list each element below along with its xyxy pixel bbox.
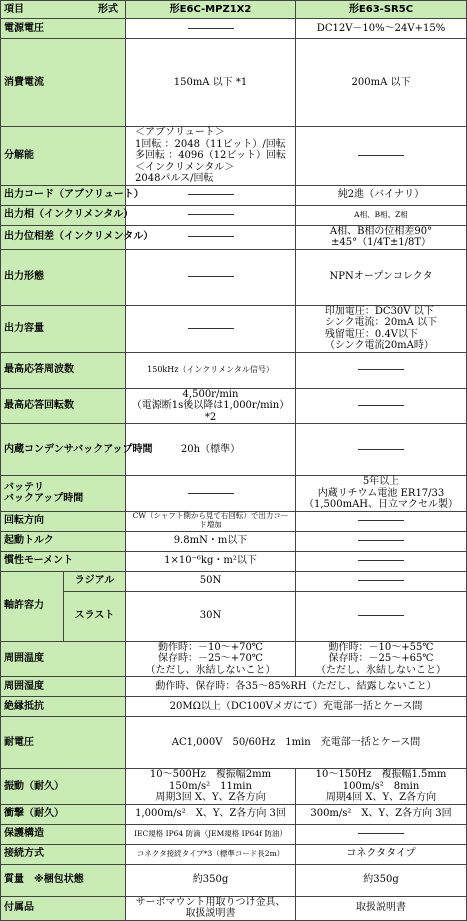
spec-row — [1, 305, 467, 352]
row-label: 内蔵コンデンサバックアップ時間 — [1, 424, 126, 476]
model-a-value-cell — [126, 205, 296, 225]
value-line: シンク電流：20mA 以下 — [324, 317, 438, 328]
value-line: 4,500r/min — [182, 388, 239, 400]
model-a-value-cell: コネクタ接続タイプ*3（標準コード長2m） — [126, 844, 296, 864]
model-b-value-cell — [296, 388, 467, 424]
value-line: ＜インクリメンタル＞ — [135, 161, 235, 173]
model-a-value-cell — [126, 305, 296, 352]
spec-row — [1, 185, 467, 205]
header-model-b: 形E63-SR5C — [296, 1, 467, 19]
spec-row — [1, 896, 467, 920]
model-b-value-cell: A相、B相、Z相 — [296, 205, 467, 225]
model-a-value-cell — [126, 896, 296, 920]
row-sublabel: ラジアル — [64, 571, 126, 591]
spec-row — [1, 864, 467, 896]
value-line: （電源断1s後以降は1,000r/min）*2 — [131, 400, 290, 423]
model-b-value-cell — [296, 824, 467, 844]
value-line: 周期4回 X、Y、Z各方向 — [325, 792, 437, 803]
spec-row — [1, 249, 467, 305]
not-applicable-dash — [188, 276, 234, 277]
row-label: 起動トルク — [1, 531, 126, 551]
value-line: 動作時：－10～+70℃ — [157, 641, 263, 653]
header-item-cell — [1, 1, 126, 19]
row-label: 振動（耐久） — [1, 769, 126, 805]
value-line: 多回転 ：4096（12ビット）回転 — [135, 150, 286, 161]
spec-row — [1, 844, 467, 864]
value-line: （1,500mAH、日立マクセル製） — [303, 499, 459, 510]
not-applicable-dash — [188, 28, 234, 29]
model-b-value-cell — [296, 352, 467, 388]
not-applicable-dash — [358, 833, 404, 834]
row-label: 消費電流 — [1, 39, 126, 127]
header-model-label: 形式 — [98, 3, 118, 15]
spec-row — [1, 352, 467, 388]
model-a-value-cell: 30N — [126, 591, 296, 641]
model-b-value-cell — [296, 551, 467, 571]
model-a-value-cell-lines — [136, 897, 286, 920]
model-b-value-cell: DC12V－10%～24V+15% — [296, 19, 467, 39]
model-b-value-cell-lines — [316, 642, 446, 677]
row-label: 慣性モーメント — [1, 551, 126, 571]
spec-row — [1, 225, 467, 249]
not-applicable-dash — [188, 236, 234, 237]
model-a-value-cell — [126, 476, 296, 512]
not-applicable-dash — [188, 328, 234, 329]
model-b-value-cell: 300m/s² X、Y、Z各方向 3回 — [296, 804, 467, 824]
value-line: 周期3回 X、Y、Z各方向 — [155, 792, 266, 803]
row-label: 保護構造 — [1, 824, 126, 844]
spec-row — [1, 531, 467, 551]
header-model-a: 形E6C-MPZ1X2 — [126, 1, 296, 19]
row-label: 分解能 — [1, 127, 126, 186]
model-b-value-cell — [296, 591, 467, 641]
spec-row — [1, 511, 467, 531]
value-line: ＜アブソリュート＞ — [135, 127, 225, 138]
row-label: 周囲温度 — [1, 641, 126, 677]
model-a-value-cell: 1,000m/s² X、Y、Z各方向 3回 — [126, 804, 296, 824]
not-applicable-dash — [358, 520, 404, 521]
value-line: 内蔵リチウム電池 ER17/33 — [317, 487, 445, 499]
row-label: 最高応答回転数 — [1, 388, 126, 424]
model-a-value-cell: 20h（標準） — [126, 424, 296, 476]
not-applicable-dash — [188, 493, 234, 494]
spec-row — [1, 717, 467, 769]
model-b-value-cell — [296, 127, 467, 186]
spec-row — [1, 476, 467, 512]
model-a-value-cell — [126, 127, 296, 186]
not-applicable-dash — [358, 369, 404, 370]
value-line: 5年以上 — [362, 476, 400, 487]
value-line: 2048パルス/回転 — [135, 173, 214, 184]
row-sublabel: スラスト — [64, 591, 126, 641]
not-applicable-dash — [358, 449, 404, 450]
model-b-value-cell — [296, 531, 467, 551]
value-line: 1回転 ：2048（11ビット）/回転 — [135, 138, 286, 150]
value-line: 150m/s² 11min — [169, 780, 252, 792]
row-label-line: バッテリ — [4, 481, 44, 493]
model-b-value-cell: コネクタタイプ — [296, 844, 467, 864]
model-a-value-cell: 9.8mN・m以下 — [126, 531, 296, 551]
row-label: 質量 ※梱包状態 — [1, 864, 126, 896]
spec-row — [1, 424, 467, 476]
model-b-value-cell — [296, 424, 467, 476]
row-label: 衝撃（耐久） — [1, 804, 126, 824]
spanning-value-cell: 動作時、保存時：各35～85%RH（ただし、結露しないこと） — [126, 677, 467, 697]
spec-row — [1, 697, 467, 717]
spec-row — [1, 19, 467, 39]
value-line: 取扱説明書 — [185, 908, 236, 919]
value-line: 残留電圧：0.4V以下 — [324, 328, 419, 340]
spec-row — [1, 804, 467, 824]
value-line: （シンク電流20mA時） — [324, 340, 434, 351]
not-applicable-dash — [188, 194, 234, 195]
model-a-value-cell — [126, 185, 296, 205]
model-b-value-cell: NPNオープンコレクタ — [296, 249, 467, 305]
row-label: 出力容量 — [1, 305, 126, 352]
not-applicable-dash — [358, 615, 404, 616]
model-a-value-cell: CW（シャフト側から見て右回転）で出力コード増加 — [126, 511, 296, 531]
row-label: 出力形態 — [1, 249, 126, 305]
value-line: （ただし、氷結しないこと） — [145, 664, 276, 676]
spec-row — [1, 205, 467, 225]
model-b-value-cell — [296, 571, 467, 591]
model-b-value-cell: 純2進（バイナリ） — [296, 185, 467, 205]
row-label: 出力位相差（インクリメンタル） — [1, 225, 126, 249]
model-a-value-cell-lines — [150, 769, 271, 804]
model-a-value-cell: 1×10⁻⁶kg・m²以下 — [126, 551, 296, 571]
row-label — [1, 476, 126, 512]
value-line: （ただし、氷結しないこと） — [316, 664, 446, 676]
spec-row — [1, 388, 467, 424]
model-b-value-cell-lines — [316, 769, 447, 804]
row-label: 最高応答周波数 — [1, 352, 126, 388]
model-a-value-cell-lines — [146, 642, 276, 677]
row-label: 耐電圧 — [1, 717, 126, 769]
spec-row — [1, 641, 467, 677]
header-row — [1, 1, 467, 19]
row-label: 絶縁抵抗 — [1, 697, 126, 717]
model-a-value-cell-lines — [129, 389, 292, 424]
row-label: 付属品 — [1, 896, 126, 920]
spec-row — [1, 591, 467, 641]
row-label: 接続方式 — [1, 844, 126, 864]
value-line: 印加電圧：DC30V 以下 — [324, 305, 434, 317]
model-b-value-cell-lines — [325, 306, 437, 352]
model-a-value-cell — [126, 19, 296, 39]
value-line: 10～500Hz 複振幅2mm — [149, 769, 272, 780]
model-a-value-cell: IEC規格 IP64 防滴（JEM規格 IP64f 防油） — [126, 824, 296, 844]
not-applicable-dash — [188, 214, 234, 215]
model-a-value-cell — [126, 641, 296, 677]
model-b-value-cell — [296, 511, 467, 531]
row-label: 電源電圧 — [1, 19, 126, 39]
model-a-value-cell — [126, 769, 296, 805]
spanning-value-cell: AC1,000V 50/60Hz 1min 充電部一括とケース間 — [126, 717, 467, 769]
value-line: サーボマウント用取りつけ金具、 — [135, 896, 286, 908]
model-b-value-cell: 200mA 以下 — [296, 39, 467, 127]
spec-row — [1, 571, 467, 591]
model-b-value-cell — [296, 641, 467, 677]
spec-row — [1, 677, 467, 697]
not-applicable-dash — [358, 560, 404, 561]
not-applicable-dash — [358, 405, 404, 406]
value-line: 100m/s² 8min — [342, 780, 420, 792]
row-label: 周囲湿度 — [1, 677, 126, 697]
row-label-line: バックアップ時間 — [4, 493, 84, 505]
spec-row — [1, 769, 467, 805]
model-b-value-cell-lines — [304, 476, 458, 511]
row-label: 出力コード（アブソリュート） — [1, 185, 126, 205]
model-a-value-cell: 50N — [126, 571, 296, 591]
model-a-value-cell — [126, 249, 296, 305]
spanning-value-cell: 20MΩ以上（DC100Vメガにて）充電部一括とケース間 — [126, 697, 467, 717]
value-line: 動作時：－10～+55℃ — [328, 641, 434, 653]
row-label: 回転方向 — [1, 511, 126, 531]
model-a-value-cell: 150kHz（インクリメンタル信号） — [126, 352, 296, 388]
not-applicable-dash — [358, 580, 404, 581]
row-label: 出力相（インクリメンタル） — [1, 205, 126, 225]
model-b-value-cell — [296, 476, 467, 512]
value-line: 10～150Hz 複振幅1.5mm — [315, 769, 447, 780]
spec-row — [1, 824, 467, 844]
value-line: 保存時：－25～+70℃ — [157, 653, 263, 664]
row-label: 軸許容力 — [1, 571, 64, 641]
model-a-value-cell-lines — [135, 127, 286, 185]
model-a-value-cell: 150mA 以下 *1 — [126, 39, 296, 127]
not-applicable-dash — [358, 540, 404, 541]
model-a-value-cell — [126, 388, 296, 424]
model-b-value-cell: A相、B相の位相差90°±45°（1/4T±1/8T） — [296, 225, 467, 249]
spec-row — [1, 39, 467, 127]
model-b-value-cell — [296, 769, 467, 805]
value-line: 保存時：－25～+65℃ — [328, 653, 434, 664]
model-b-value-cell — [296, 305, 467, 352]
spec-row — [1, 551, 467, 571]
header-item: 項目 — [4, 3, 24, 15]
not-applicable-dash — [358, 155, 404, 156]
model-a-value-cell: 約350g — [126, 864, 296, 896]
model-b-value-cell: 約350g — [296, 864, 467, 896]
spec-row — [1, 127, 467, 186]
model-b-value-cell: 取扱説明書 — [296, 896, 467, 920]
